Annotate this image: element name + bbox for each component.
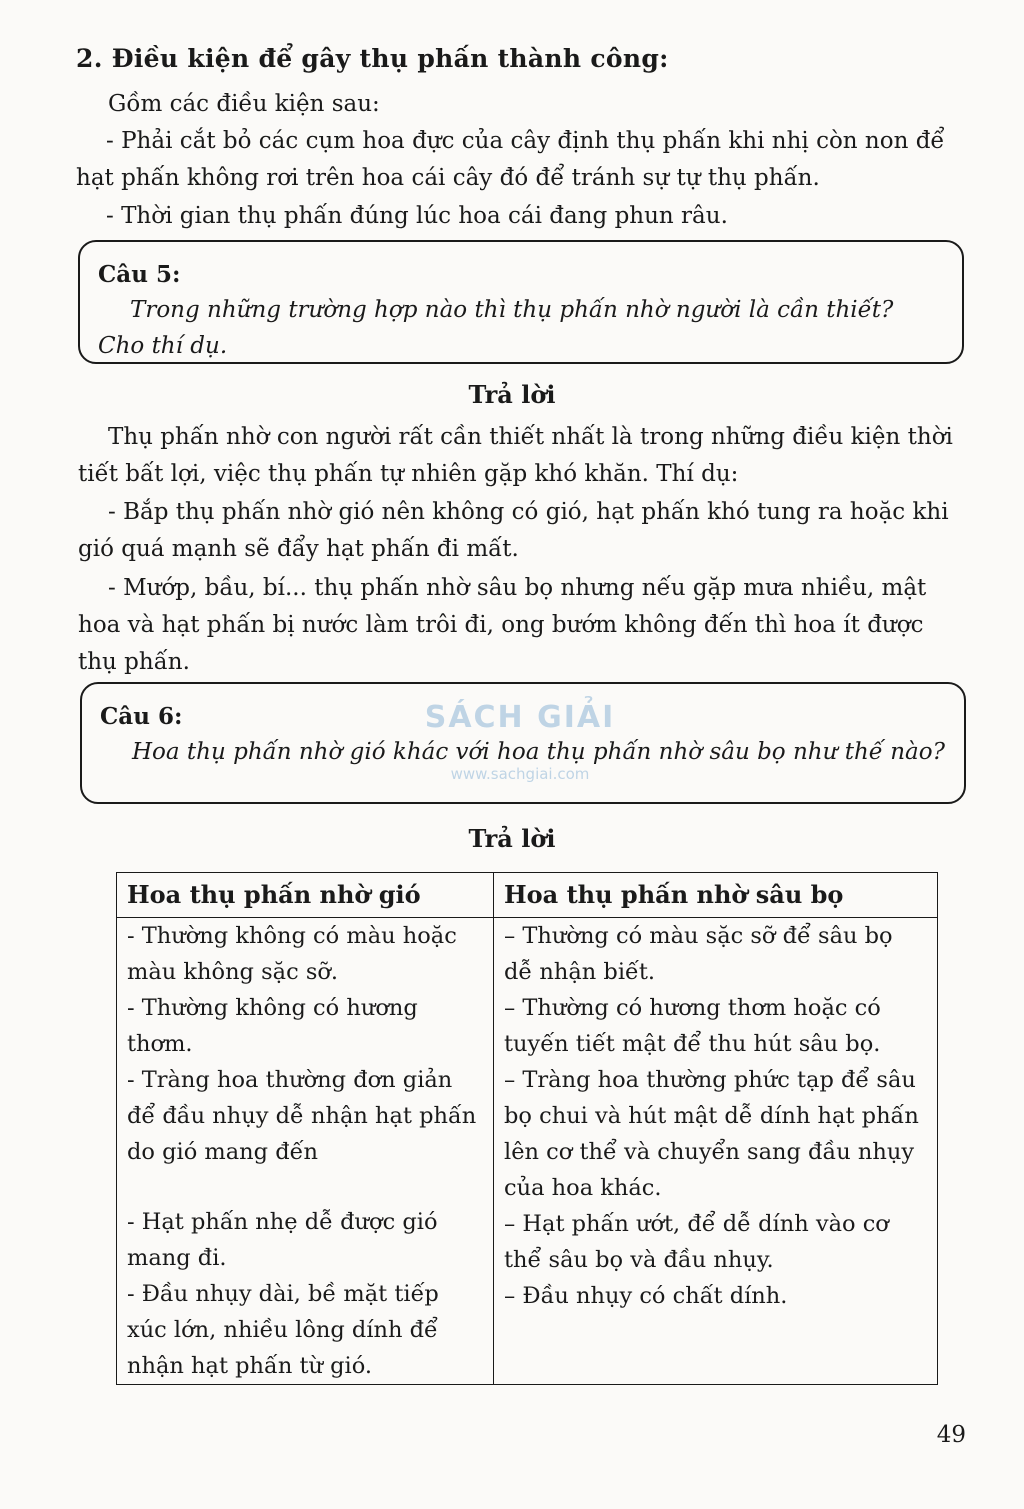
comparison-table	[116, 872, 938, 1385]
question-6-label: Câu 6:	[100, 703, 183, 730]
answer-6-heading: Trả lời	[468, 824, 556, 853]
insect-trait-color: – Thường có màu sặc sỡ để sâu bọ dễ nhận biết.	[504, 923, 893, 985]
page-number: 49	[936, 1422, 966, 1448]
answer-5-paragraph-1: Thụ phấn nhờ con người rất cần thiết nhất là trong những điều kiện thời tiết bất lợi, việc thụ phấn tự nhiên gặp khó khăn. Thí dụ:	[78, 424, 953, 487]
wind-trait-scent: - Thường không có hương thơm.	[127, 995, 418, 1057]
wind-trait-stigma: - Đầu nhụy dài, bề mặt tiếp xúc lớn, nhiều lông dính để nhận hạt phấn từ gió.	[127, 1281, 439, 1379]
insect-trait-pollen: – Hạt phấn ướt, để dễ dính vào cơ thể sâu bọ và đầu nhụy.	[504, 1211, 889, 1273]
question-6-text: Hoa thụ phấn nhờ gió khác với hoa thụ phấn nhờ sâu bọ như thế nào?	[132, 739, 945, 765]
wind-trait-color: - Thường không có màu hoặc màu không sặc sỡ.	[127, 923, 457, 985]
insect-pollinated-cell	[494, 918, 938, 1385]
condition-item-1: - Phải cắt bỏ các cụm hoa đực của cây định thụ phấn khi nhị còn non để hạt phấn không rơi trên hoa cái cây đó để tránh sự tự thụ phấn.	[76, 128, 945, 191]
wind-pollinated-cell	[117, 918, 494, 1385]
watermark	[400, 700, 640, 783]
insect-trait-scent: – Thường có hương thơm hoặc có tuyến tiết mật để thu hút sâu bọ.	[504, 995, 881, 1057]
watermark-url: www.sachgiai.com	[450, 765, 590, 783]
watermark-brand: SÁCH GIẢI	[424, 700, 616, 735]
section-title: 2. Điều kiện để gây thụ phấn thành công:	[76, 44, 669, 73]
wind-trait-pollen: - Hạt phấn nhẹ dễ được gió mang đi.	[127, 1209, 438, 1271]
answer-5-example-2: - Mướp, bầu, bí... thụ phấn nhờ sâu bọ nhưng nếu gặp mưa nhiều, mật hoa và hạt phấn bị nước làm trôi đi, ong bướm không đến thì hoa ít được thụ phấn.	[78, 575, 927, 675]
insect-trait-stigma: – Đầu nhụy có chất dính.	[504, 1283, 788, 1309]
wind-trait-corolla: - Tràng hoa thường đơn giản để đầu nhụy dễ nhận hạt phấn do gió mang đến	[127, 1067, 477, 1165]
answer-5-heading: Trả lời	[468, 380, 556, 409]
condition-item-2: - Thời gian thụ phấn đúng lúc hoa cái đang phun râu.	[106, 203, 728, 229]
table-row	[117, 918, 938, 1385]
question-5-label: Câu 5:	[98, 261, 181, 288]
section-intro: Gồm các điều kiện sau:	[108, 91, 380, 117]
table-header-wind: Hoa thụ phấn nhờ gió	[117, 873, 494, 918]
table-header-insect: Hoa thụ phấn nhờ sâu bọ	[494, 873, 938, 918]
insect-trait-corolla: – Tràng hoa thường phức tạp để sâu bọ chui và hút mật dễ dính hạt phấn lên cơ thể và chuyển sang đầu nhụy của hoa khác.	[504, 1067, 919, 1201]
table-header-row	[117, 873, 938, 918]
question-5-box	[78, 240, 964, 364]
answer-5-example-1: - Bắp thụ phấn nhờ gió nên không có gió, hạt phấn khó tung ra hoặc khi gió quá mạnh sẽ đẩy hạt phấn đi mất.	[78, 499, 949, 562]
question-5-text: Trong những trường hợp nào thì thụ phấn nhờ người là cần thiết? Cho thí dụ.	[98, 297, 894, 359]
